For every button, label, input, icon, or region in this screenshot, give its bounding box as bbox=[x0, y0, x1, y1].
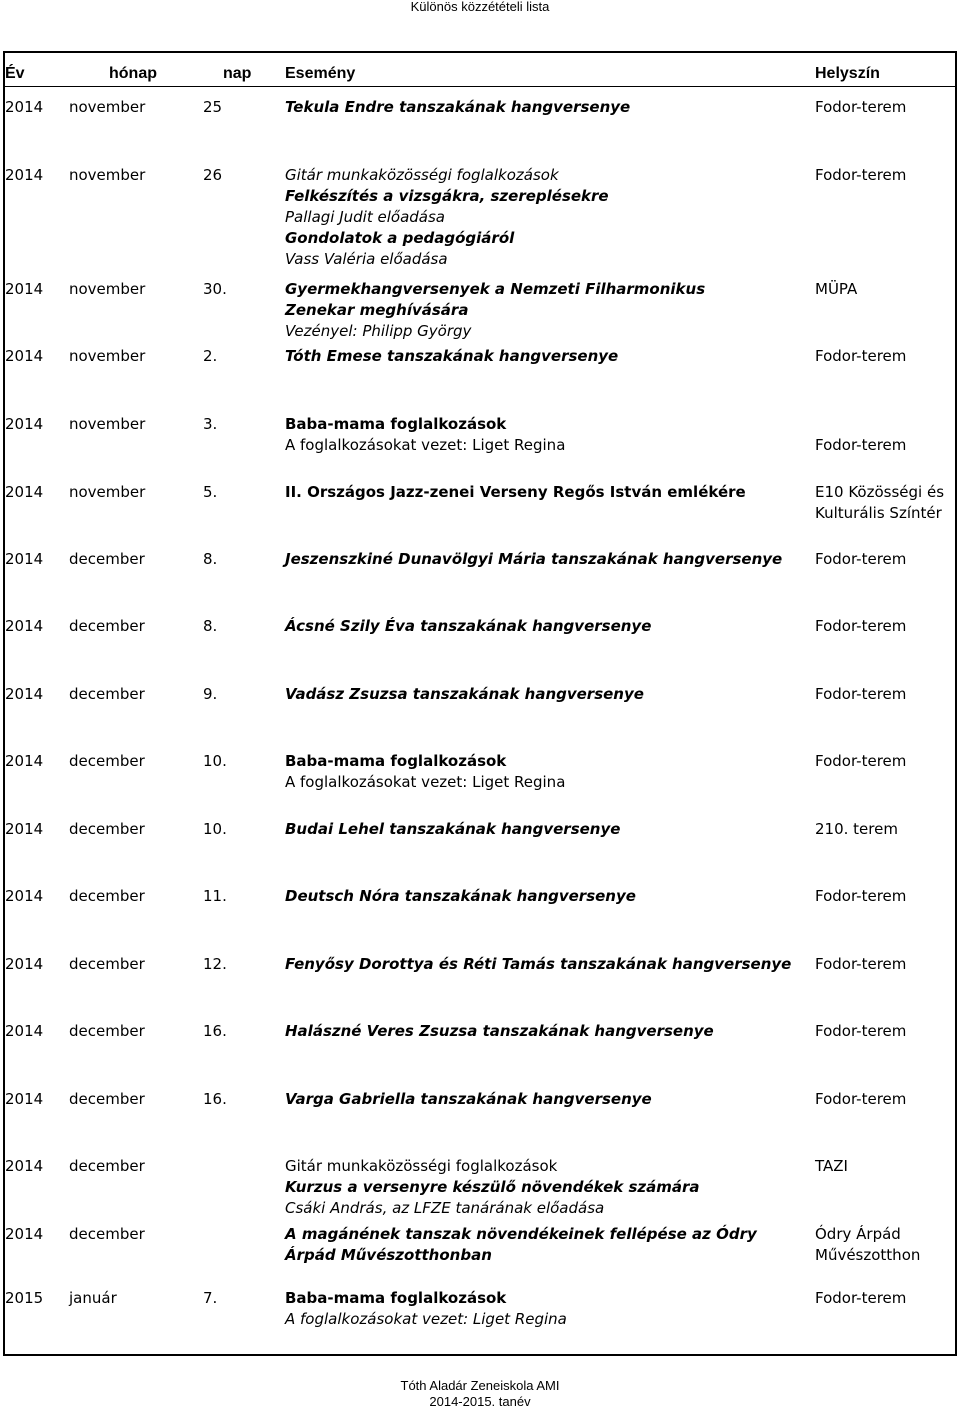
cell-event bbox=[285, 414, 813, 456]
cell-venue: 210. terem bbox=[815, 820, 898, 838]
cell-day: 10. bbox=[203, 752, 227, 770]
footer-year: 2014-2015. tanév bbox=[429, 1394, 531, 1409]
cell-venue: Fodor-terem bbox=[815, 166, 907, 184]
cell-day: 12. bbox=[203, 955, 227, 973]
event-line: A foglalkozásokat vezet: Liget Regina bbox=[285, 773, 566, 791]
cell-month: december bbox=[69, 550, 145, 568]
event-line: Csáki András, az LFZE tanárának előadása bbox=[285, 1199, 605, 1217]
event-line: Gyermekhangversenyek a Nemzeti Filharmonikus Zenekar meghívására bbox=[285, 280, 706, 319]
cell-year: 2014 bbox=[5, 617, 44, 635]
cell-day: 2. bbox=[203, 347, 218, 365]
cell-year: 2014 bbox=[5, 1157, 44, 1175]
cell-event bbox=[285, 346, 813, 367]
event-line: Vezényel: Philipp György bbox=[285, 322, 472, 340]
cell-month: november bbox=[69, 347, 146, 365]
cell-month: december bbox=[69, 955, 145, 973]
cell-event bbox=[285, 1089, 813, 1110]
cell-event bbox=[285, 684, 813, 705]
cell-month: december bbox=[69, 685, 145, 703]
event-line: Baba-mama foglalkozások bbox=[285, 1289, 507, 1307]
cell-year: 2014 bbox=[5, 887, 44, 905]
cell-month: november bbox=[69, 415, 146, 433]
cell-event bbox=[285, 97, 813, 118]
event-line: Kurzus a versenyre készülő növendékek számára bbox=[285, 1178, 700, 1196]
cell-event bbox=[285, 1224, 775, 1266]
event-line: Baba-mama foglalkozások bbox=[285, 752, 507, 770]
cell-year: 2014 bbox=[5, 1022, 44, 1040]
cell-month: december bbox=[69, 820, 145, 838]
event-line: Halászné Veres Zsuzsa tanszakának hangversenye bbox=[285, 1022, 714, 1040]
event-line: Gitár munkaközösségi foglalkozások bbox=[285, 166, 559, 184]
cell-day: 30. bbox=[203, 280, 227, 298]
event-line: Vass Valéria előadása bbox=[285, 250, 448, 268]
cell-day: 8. bbox=[203, 617, 218, 635]
cell-day: 11. bbox=[203, 887, 227, 905]
header-event: Esemény bbox=[285, 65, 356, 82]
cell-year: 2014 bbox=[5, 955, 44, 973]
cell-venue: Ódry Árpád Művészotthon bbox=[815, 1225, 921, 1264]
cell-venue: Fodor-terem bbox=[815, 436, 907, 454]
event-line: Budai Lehel tanszakának hangversenye bbox=[285, 820, 621, 838]
cell-year: 2015 bbox=[5, 1289, 44, 1307]
event-line: Pallagi Judit előadása bbox=[285, 208, 445, 226]
cell-year: 2014 bbox=[5, 280, 44, 298]
cell-year: 2014 bbox=[5, 415, 44, 433]
header-year: Év bbox=[5, 65, 25, 82]
event-line: A foglalkozásokat vezet: Liget Regina bbox=[285, 436, 566, 454]
event-line: A foglalkozásokat vezet: Liget Regina bbox=[285, 1310, 567, 1328]
event-line: Varga Gabriella tanszakának hangversenye bbox=[285, 1090, 652, 1108]
event-line: Gitár munkaközösségi foglalkozások bbox=[285, 1157, 558, 1175]
cell-year: 2014 bbox=[5, 166, 44, 184]
cell-day: 3. bbox=[203, 415, 218, 433]
cell-year: 2014 bbox=[5, 752, 44, 770]
cell-venue: Fodor-terem bbox=[815, 617, 907, 635]
cell-year: 2014 bbox=[5, 98, 44, 116]
event-line: Felkészítés a vizsgákra, szereplésekre bbox=[285, 187, 609, 205]
cell-event bbox=[285, 1288, 813, 1330]
cell-event bbox=[285, 279, 775, 342]
cell-month: december bbox=[69, 617, 145, 635]
cell-day: 16. bbox=[203, 1090, 227, 1108]
cell-venue: Fodor-terem bbox=[815, 887, 907, 905]
event-line: Baba-mama foglalkozások bbox=[285, 415, 507, 433]
event-line: Jeszenszkiné Dunavölgyi Mária tanszakának hangversenye bbox=[285, 550, 783, 568]
cell-event bbox=[285, 751, 813, 793]
cell-year: 2014 bbox=[5, 550, 44, 568]
page-title: Különös közzétételi lista bbox=[410, 0, 550, 14]
cell-day: 7. bbox=[203, 1289, 218, 1307]
cell-year: 2014 bbox=[5, 820, 44, 838]
cell-venue: Fodor-terem bbox=[815, 347, 907, 365]
header-month: hónap bbox=[109, 65, 157, 82]
event-line: Ácsné Szily Éva tanszakának hangversenye bbox=[285, 617, 652, 635]
cell-day: 26 bbox=[203, 166, 223, 184]
cell-month: november bbox=[69, 483, 146, 501]
table-header bbox=[5, 64, 955, 87]
cell-month: november bbox=[69, 280, 146, 298]
cell-venue: Fodor-terem bbox=[815, 1090, 907, 1108]
cell-event bbox=[285, 482, 813, 503]
cell-month: december bbox=[69, 752, 145, 770]
cell-venue: TAZI bbox=[815, 1157, 848, 1175]
cell-year: 2014 bbox=[5, 347, 44, 365]
cell-year: 2014 bbox=[5, 1090, 44, 1108]
cell-day: 9. bbox=[203, 685, 218, 703]
cell-venue: MÜPA bbox=[815, 280, 858, 298]
event-line: Deutsch Nóra tanszakának hangversenye bbox=[285, 887, 636, 905]
cell-day: 5. bbox=[203, 483, 218, 501]
cell-event bbox=[285, 165, 813, 270]
cell-venue: Fodor-terem bbox=[815, 1289, 907, 1307]
cell-month: január bbox=[69, 1289, 117, 1307]
event-line: II. Országos Jazz-zenei Verseny Regős István emlékére bbox=[285, 483, 746, 501]
event-line: Fenyősy Dorottya és Réti Tamás tanszakának hangversenye bbox=[285, 955, 792, 973]
event-line: Tekula Endre tanszakának hangversenye bbox=[285, 98, 631, 116]
cell-month: december bbox=[69, 887, 145, 905]
cell-event bbox=[285, 886, 813, 907]
cell-month: december bbox=[69, 1157, 145, 1175]
event-line: Tóth Emese tanszakának hangversenye bbox=[285, 347, 619, 365]
cell-year: 2014 bbox=[5, 1225, 44, 1243]
footer-school: Tóth Aladár Zeneiskola AMI bbox=[400, 1378, 560, 1393]
cell-month: december bbox=[69, 1090, 145, 1108]
cell-venue: Fodor-terem bbox=[815, 685, 907, 703]
cell-venue: Fodor-terem bbox=[815, 752, 907, 770]
cell-event bbox=[285, 954, 813, 975]
cell-venue: E10 Közösségi és Kulturális Színtér bbox=[815, 483, 945, 522]
cell-venue: Fodor-terem bbox=[815, 955, 907, 973]
cell-month: december bbox=[69, 1225, 145, 1243]
header-venue: Helyszín bbox=[815, 65, 880, 82]
event-line: Gondolatok a pedagógiáról bbox=[285, 229, 515, 247]
cell-event bbox=[285, 616, 813, 637]
cell-day: 10. bbox=[203, 820, 227, 838]
cell-month: december bbox=[69, 1022, 145, 1040]
cell-day: 25 bbox=[203, 98, 223, 116]
cell-event bbox=[285, 819, 813, 840]
cell-day: 16. bbox=[203, 1022, 227, 1040]
cell-event bbox=[285, 549, 813, 570]
cell-venue: Fodor-terem bbox=[815, 98, 907, 116]
cell-event bbox=[285, 1021, 813, 1042]
event-line: Vadász Zsuzsa tanszakának hangversenye bbox=[285, 685, 644, 703]
cell-day: 8. bbox=[203, 550, 218, 568]
cell-month: november bbox=[69, 166, 146, 184]
cell-year: 2014 bbox=[5, 483, 44, 501]
cell-venue: Fodor-terem bbox=[815, 1022, 907, 1040]
cell-venue: Fodor-terem bbox=[815, 550, 907, 568]
cell-year: 2014 bbox=[5, 685, 44, 703]
cell-month: november bbox=[69, 98, 146, 116]
header-day: nap bbox=[223, 65, 252, 82]
event-line: A magánének tanszak növendékeinek fellépése az Ódry Árpád Művészotthonban bbox=[285, 1225, 757, 1264]
cell-event bbox=[285, 1156, 813, 1219]
